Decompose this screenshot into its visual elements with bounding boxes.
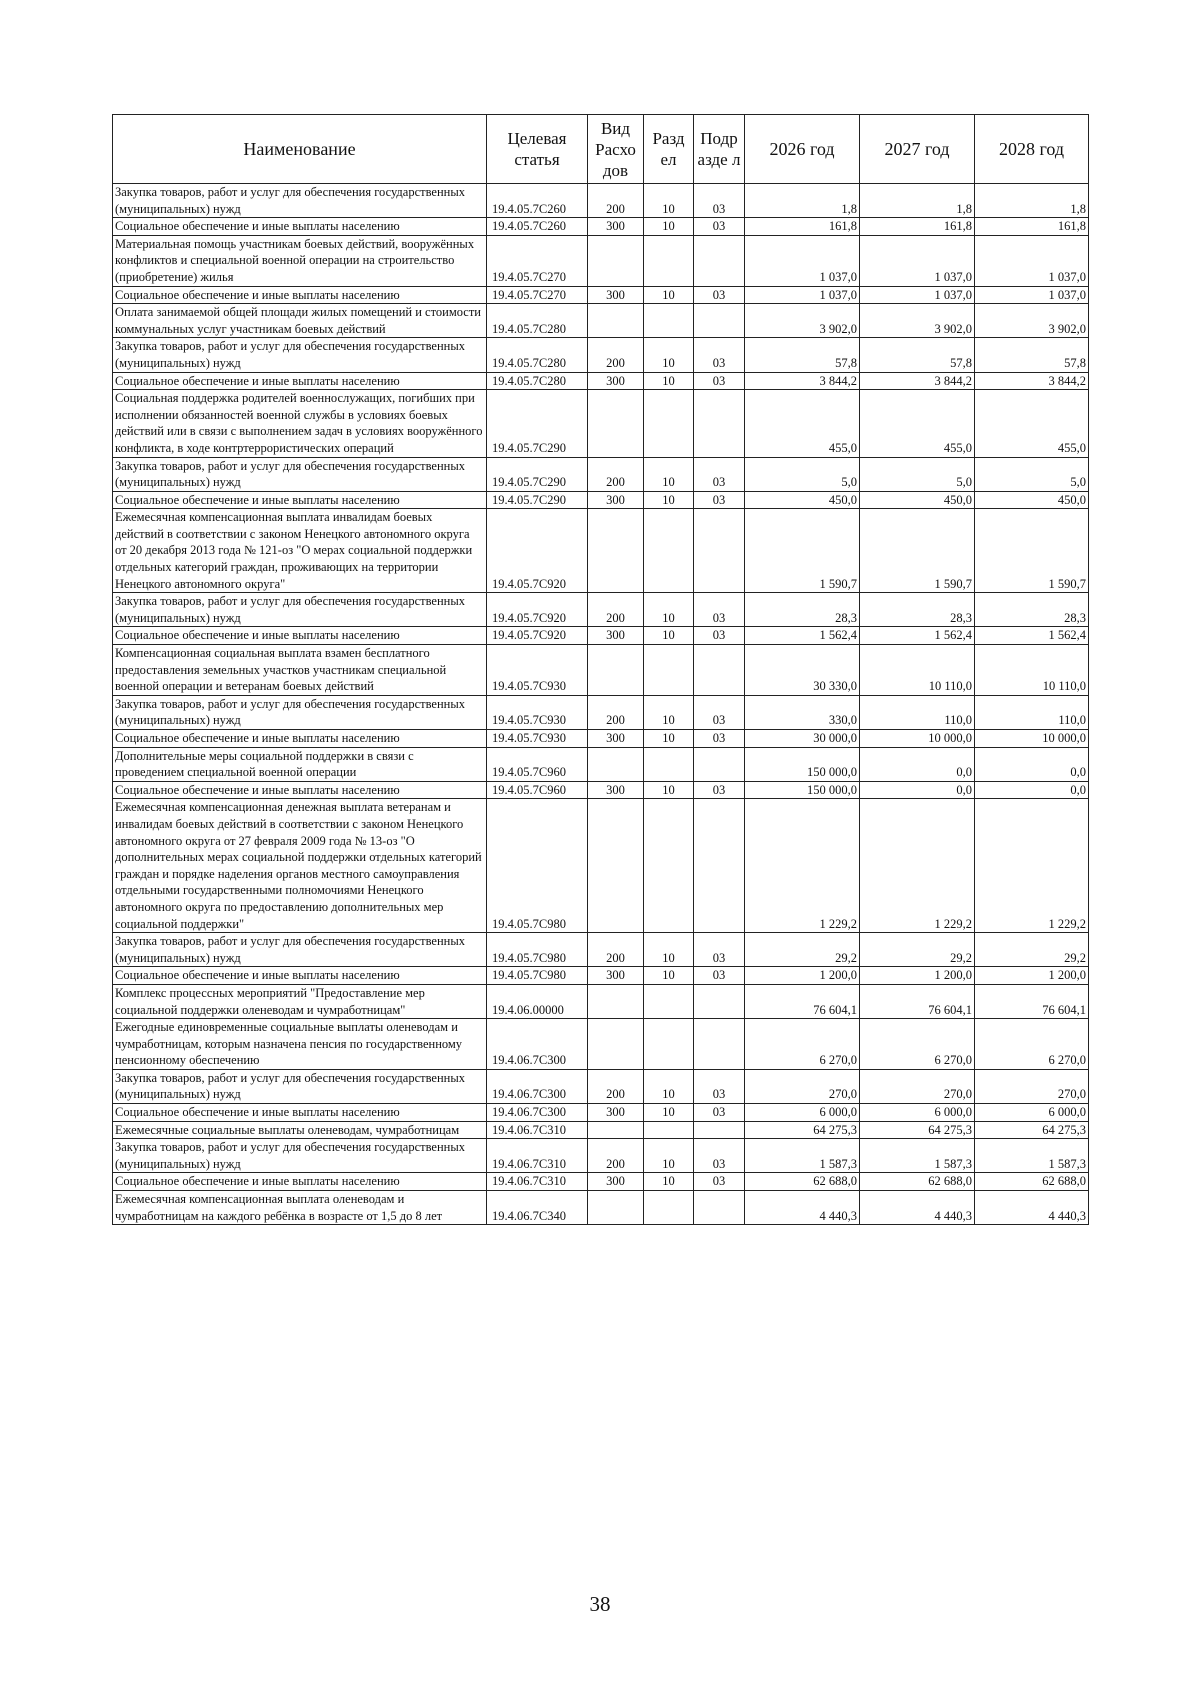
row-name-cell: Социальное обеспечение и иные выплаты населению: [113, 967, 487, 985]
section-cell: 10: [644, 593, 694, 627]
expense-kind-cell: 300: [588, 1173, 644, 1191]
amount-2027-cell: 161,8: [860, 218, 975, 236]
row-name-cell: Ежемесячная компенсационная выплата оленеводам и чумработницам на каждого ребёнка в возрасте от 1,5 до 8 лет: [113, 1191, 487, 1225]
amount-2027-cell: 1 587,3: [860, 1139, 975, 1173]
expense-kind-cell: 300: [588, 1104, 644, 1122]
section-cell: 10: [644, 967, 694, 985]
subsection-cell: 03: [694, 457, 745, 491]
table-row: [113, 235, 1089, 286]
amount-2028-cell: 3 902,0: [975, 304, 1089, 338]
amount-2026-cell: 1 587,3: [745, 1139, 860, 1173]
expense-kind-cell: [588, 509, 644, 593]
row-name-cell: Социальное обеспечение и иные выплаты населению: [113, 491, 487, 509]
table-row: [113, 372, 1089, 390]
target-article-cell: 19.4.06.7С300: [487, 1019, 588, 1070]
amount-2027-cell: 270,0: [860, 1069, 975, 1103]
table-row: [113, 286, 1089, 304]
subsection-cell: [694, 799, 745, 933]
amount-2027-cell: 6 270,0: [860, 1019, 975, 1070]
amount-2027-cell: 1 200,0: [860, 967, 975, 985]
subsection-cell: 03: [694, 627, 745, 645]
target-article-cell: 19.4.05.7С270: [487, 235, 588, 286]
subsection-cell: 03: [694, 218, 745, 236]
amount-2027-cell: 1,8: [860, 184, 975, 218]
section-cell: 10: [644, 457, 694, 491]
amount-2026-cell: 1,8: [745, 184, 860, 218]
target-article-cell: 19.4.05.7С980: [487, 799, 588, 933]
target-article-cell: 19.4.05.7С980: [487, 933, 588, 967]
table-row: [113, 645, 1089, 696]
row-name-cell: Закупка товаров, работ и услуг для обеспечения государственных (муниципальных) нужд: [113, 184, 487, 218]
table-row: [113, 799, 1089, 933]
table-row: [113, 491, 1089, 509]
amount-2028-cell: 0,0: [975, 747, 1089, 781]
section-cell: 10: [644, 781, 694, 799]
target-article-cell: 19.4.05.7С260: [487, 218, 588, 236]
amount-2026-cell: 29,2: [745, 933, 860, 967]
subsection-cell: 03: [694, 967, 745, 985]
target-article-cell: 19.4.06.7С310: [487, 1173, 588, 1191]
row-name-cell: Закупка товаров, работ и услуг для обеспечения государственных (муниципальных) нужд: [113, 338, 487, 372]
table-row: [113, 390, 1089, 457]
subsection-cell: 03: [694, 286, 745, 304]
target-article-cell: 19.4.06.7С300: [487, 1069, 588, 1103]
expense-kind-cell: 300: [588, 372, 644, 390]
section-cell: [644, 1019, 694, 1070]
target-article-cell: 19.4.05.7С920: [487, 593, 588, 627]
header-expense-kind: Вид Расхо дов: [588, 115, 644, 184]
target-article-cell: 19.4.05.7С930: [487, 730, 588, 748]
amount-2026-cell: 28,3: [745, 593, 860, 627]
section-cell: 10: [644, 933, 694, 967]
budget-table: [112, 114, 1089, 1225]
section-cell: 10: [644, 372, 694, 390]
subsection-cell: 03: [694, 781, 745, 799]
expense-kind-cell: [588, 747, 644, 781]
amount-2028-cell: 10 000,0: [975, 730, 1089, 748]
expense-kind-cell: 300: [588, 781, 644, 799]
amount-2026-cell: 1 037,0: [745, 286, 860, 304]
expense-kind-cell: 200: [588, 593, 644, 627]
section-cell: [644, 747, 694, 781]
amount-2028-cell: 29,2: [975, 933, 1089, 967]
amount-2026-cell: 1 229,2: [745, 799, 860, 933]
table-row: [113, 984, 1089, 1018]
table-row: [113, 730, 1089, 748]
amount-2027-cell: 76 604,1: [860, 984, 975, 1018]
expense-kind-cell: 300: [588, 286, 644, 304]
amount-2026-cell: 57,8: [745, 338, 860, 372]
subsection-cell: 03: [694, 1104, 745, 1122]
subsection-cell: [694, 1121, 745, 1139]
table-row: [113, 747, 1089, 781]
row-name-cell: Социальное обеспечение и иные выплаты населению: [113, 781, 487, 799]
table-row: [113, 218, 1089, 236]
amount-2026-cell: 62 688,0: [745, 1173, 860, 1191]
target-article-cell: 19.4.05.7С930: [487, 695, 588, 729]
amount-2027-cell: 1 229,2: [860, 799, 975, 933]
amount-2027-cell: 1 037,0: [860, 235, 975, 286]
amount-2026-cell: 30 000,0: [745, 730, 860, 748]
table-row: [113, 1019, 1089, 1070]
row-name-cell: Ежемесячная компенсационная денежная выплата ветеранам и инвалидам боевых действий в соответствии с законом Ненецкого автономного округа от 27 февраля 2009 года № 13-оз "О дополнительных мерах социальной поддержки отдельных категорий граждан и порядке наделения органов местного самоуправления отдельными государственными полномочиями Ненецкого автономного округа по предоставлению дополнительных мер социальной поддержки": [113, 799, 487, 933]
expense-kind-cell: 200: [588, 184, 644, 218]
amount-2027-cell: 0,0: [860, 747, 975, 781]
subsection-cell: [694, 235, 745, 286]
target-article-cell: 19.4.05.7С930: [487, 645, 588, 696]
target-article-cell: 19.4.05.7С920: [487, 509, 588, 593]
subsection-cell: [694, 984, 745, 1018]
header-year-2026: 2026 год: [745, 115, 860, 184]
subsection-cell: [694, 509, 745, 593]
target-article-cell: 19.4.05.7С280: [487, 304, 588, 338]
amount-2027-cell: 10 110,0: [860, 645, 975, 696]
section-cell: [644, 235, 694, 286]
expense-kind-cell: [588, 1019, 644, 1070]
amount-2026-cell: 330,0: [745, 695, 860, 729]
expense-kind-cell: 200: [588, 338, 644, 372]
amount-2028-cell: 1 200,0: [975, 967, 1089, 985]
budget-table-container: [112, 114, 1088, 1225]
header-target-article: Целевая статья: [487, 115, 588, 184]
row-name-cell: Ежемесячная компенсационная выплата инвалидам боевых действий в соответствии с законом Ненецкого автономного округа от 20 декабря 2013 года № 121-оз "О мерах социальной поддержки отдельных категорий граждан, проживающих на территории Ненецкого автономного округа": [113, 509, 487, 593]
amount-2027-cell: 1 590,7: [860, 509, 975, 593]
subsection-cell: 03: [694, 491, 745, 509]
amount-2028-cell: 6 000,0: [975, 1104, 1089, 1122]
amount-2027-cell: 110,0: [860, 695, 975, 729]
expense-kind-cell: [588, 799, 644, 933]
expense-kind-cell: 300: [588, 967, 644, 985]
table-row: [113, 1069, 1089, 1103]
expense-kind-cell: [588, 235, 644, 286]
amount-2026-cell: 4 440,3: [745, 1191, 860, 1225]
table-row: [113, 1121, 1089, 1139]
target-article-cell: 19.4.05.7С260: [487, 184, 588, 218]
table-row: [113, 509, 1089, 593]
subsection-cell: [694, 747, 745, 781]
section-cell: 10: [644, 218, 694, 236]
table-row: [113, 933, 1089, 967]
amount-2026-cell: 3 902,0: [745, 304, 860, 338]
subsection-cell: 03: [694, 1173, 745, 1191]
table-header-row: [113, 115, 1089, 184]
amount-2028-cell: 1 587,3: [975, 1139, 1089, 1173]
amount-2026-cell: 6 000,0: [745, 1104, 860, 1122]
amount-2027-cell: 450,0: [860, 491, 975, 509]
subsection-cell: 03: [694, 1069, 745, 1103]
expense-kind-cell: 200: [588, 1139, 644, 1173]
amount-2027-cell: 28,3: [860, 593, 975, 627]
amount-2026-cell: 3 844,2: [745, 372, 860, 390]
target-article-cell: 19.4.05.7С280: [487, 372, 588, 390]
section-cell: 10: [644, 695, 694, 729]
header-year-2027: 2027 год: [860, 115, 975, 184]
expense-kind-cell: 200: [588, 933, 644, 967]
target-article-cell: 19.4.05.7С960: [487, 781, 588, 799]
row-name-cell: Комплекс процессных мероприятий "Предоставление мер социальной поддержки оленеводам и чумработницам": [113, 984, 487, 1018]
amount-2028-cell: 1 037,0: [975, 235, 1089, 286]
header-section: Разд ел: [644, 115, 694, 184]
amount-2028-cell: 3 844,2: [975, 372, 1089, 390]
amount-2027-cell: 57,8: [860, 338, 975, 372]
expense-kind-cell: [588, 984, 644, 1018]
amount-2027-cell: 64 275,3: [860, 1121, 975, 1139]
subsection-cell: 03: [694, 593, 745, 627]
table-row: [113, 1173, 1089, 1191]
target-article-cell: 19.4.06.7С300: [487, 1104, 588, 1122]
amount-2028-cell: 1 590,7: [975, 509, 1089, 593]
header-subsection: Подр азде л: [694, 115, 745, 184]
subsection-cell: 03: [694, 338, 745, 372]
target-article-cell: 19.4.05.7С290: [487, 491, 588, 509]
row-name-cell: Социальное обеспечение и иные выплаты населению: [113, 1104, 487, 1122]
subsection-cell: 03: [694, 184, 745, 218]
amount-2028-cell: 62 688,0: [975, 1173, 1089, 1191]
subsection-cell: 03: [694, 1139, 745, 1173]
target-article-cell: 19.4.05.7С270: [487, 286, 588, 304]
section-cell: [644, 1191, 694, 1225]
row-name-cell: Социальное обеспечение и иные выплаты населению: [113, 730, 487, 748]
amount-2028-cell: 4 440,3: [975, 1191, 1089, 1225]
amount-2028-cell: 64 275,3: [975, 1121, 1089, 1139]
amount-2026-cell: 64 275,3: [745, 1121, 860, 1139]
row-name-cell: Социальное обеспечение и иные выплаты населению: [113, 372, 487, 390]
row-name-cell: Закупка товаров, работ и услуг для обеспечения государственных (муниципальных) нужд: [113, 933, 487, 967]
amount-2027-cell: 5,0: [860, 457, 975, 491]
section-cell: [644, 304, 694, 338]
row-name-cell: Социальное обеспечение и иные выплаты населению: [113, 218, 487, 236]
amount-2026-cell: 450,0: [745, 491, 860, 509]
row-name-cell: Закупка товаров, работ и услуг для обеспечения государственных (муниципальных) нужд: [113, 1139, 487, 1173]
amount-2026-cell: 270,0: [745, 1069, 860, 1103]
amount-2027-cell: 0,0: [860, 781, 975, 799]
expense-kind-cell: [588, 304, 644, 338]
expense-kind-cell: [588, 1191, 644, 1225]
subsection-cell: [694, 1191, 745, 1225]
target-article-cell: 19.4.05.7С960: [487, 747, 588, 781]
amount-2028-cell: 0,0: [975, 781, 1089, 799]
section-cell: 10: [644, 627, 694, 645]
amount-2027-cell: 3 844,2: [860, 372, 975, 390]
subsection-cell: [694, 645, 745, 696]
expense-kind-cell: [588, 390, 644, 457]
table-body: [113, 184, 1089, 1225]
subsection-cell: [694, 1019, 745, 1070]
amount-2028-cell: 28,3: [975, 593, 1089, 627]
amount-2028-cell: 1 562,4: [975, 627, 1089, 645]
row-name-cell: Социальная поддержка родителей военнослужащих, погибших при исполнении обязанностей военной службы в условиях боевых действий или в связи с выполнением задач в условиях вооружённого конфликта, в ходе контртеррористических операций: [113, 390, 487, 457]
row-name-cell: Социальное обеспечение и иные выплаты населению: [113, 627, 487, 645]
target-article-cell: 19.4.06.7С310: [487, 1121, 588, 1139]
amount-2026-cell: 76 604,1: [745, 984, 860, 1018]
target-article-cell: 19.4.05.7С980: [487, 967, 588, 985]
target-article-cell: 19.4.06.00000: [487, 984, 588, 1018]
amount-2027-cell: 62 688,0: [860, 1173, 975, 1191]
subsection-cell: 03: [694, 730, 745, 748]
amount-2026-cell: 30 330,0: [745, 645, 860, 696]
amount-2027-cell: 1 037,0: [860, 286, 975, 304]
amount-2028-cell: 161,8: [975, 218, 1089, 236]
amount-2027-cell: 1 562,4: [860, 627, 975, 645]
table-row: [113, 627, 1089, 645]
table-row: [113, 1104, 1089, 1122]
amount-2026-cell: 1 562,4: [745, 627, 860, 645]
amount-2027-cell: 10 000,0: [860, 730, 975, 748]
amount-2028-cell: 57,8: [975, 338, 1089, 372]
section-cell: 10: [644, 338, 694, 372]
table-row: [113, 781, 1089, 799]
table-row: [113, 1139, 1089, 1173]
row-name-cell: Закупка товаров, работ и услуг для обеспечения государственных (муниципальных) нужд: [113, 1069, 487, 1103]
section-cell: 10: [644, 286, 694, 304]
table-row: [113, 593, 1089, 627]
amount-2027-cell: 4 440,3: [860, 1191, 975, 1225]
amount-2026-cell: 5,0: [745, 457, 860, 491]
row-name-cell: Закупка товаров, работ и услуг для обеспечения государственных (муниципальных) нужд: [113, 457, 487, 491]
amount-2028-cell: 1 037,0: [975, 286, 1089, 304]
amount-2028-cell: 76 604,1: [975, 984, 1089, 1018]
row-name-cell: Компенсационная социальная выплата взамен бесплатного предоставления земельных участков участникам специальной военной операции и ветеранам боевых действий: [113, 645, 487, 696]
amount-2028-cell: 5,0: [975, 457, 1089, 491]
amount-2028-cell: 10 110,0: [975, 645, 1089, 696]
expense-kind-cell: [588, 645, 644, 696]
section-cell: 10: [644, 1069, 694, 1103]
amount-2028-cell: 1,8: [975, 184, 1089, 218]
expense-kind-cell: 200: [588, 457, 644, 491]
subsection-cell: 03: [694, 372, 745, 390]
section-cell: [644, 645, 694, 696]
row-name-cell: Закупка товаров, работ и услуг для обеспечения государственных (муниципальных) нужд: [113, 593, 487, 627]
section-cell: 10: [644, 491, 694, 509]
amount-2027-cell: 455,0: [860, 390, 975, 457]
amount-2026-cell: 6 270,0: [745, 1019, 860, 1070]
row-name-cell: Материальная помощь участникам боевых действий, вооружённых конфликтов и специальной военной операции на строительство (приобретение) жилья: [113, 235, 487, 286]
expense-kind-cell: 300: [588, 730, 644, 748]
section-cell: [644, 799, 694, 933]
subsection-cell: 03: [694, 695, 745, 729]
amount-2026-cell: 455,0: [745, 390, 860, 457]
section-cell: 10: [644, 1104, 694, 1122]
target-article-cell: 19.4.06.7С340: [487, 1191, 588, 1225]
row-name-cell: Закупка товаров, работ и услуг для обеспечения государственных (муниципальных) нужд: [113, 695, 487, 729]
section-cell: [644, 1121, 694, 1139]
header-year-2028: 2028 год: [975, 115, 1089, 184]
section-cell: [644, 390, 694, 457]
table-row: [113, 967, 1089, 985]
table-row: [113, 695, 1089, 729]
expense-kind-cell: 200: [588, 1069, 644, 1103]
amount-2027-cell: 29,2: [860, 933, 975, 967]
amount-2028-cell: 450,0: [975, 491, 1089, 509]
table-row: [113, 457, 1089, 491]
amount-2026-cell: 161,8: [745, 218, 860, 236]
amount-2026-cell: 1 037,0: [745, 235, 860, 286]
expense-kind-cell: 200: [588, 695, 644, 729]
section-cell: [644, 509, 694, 593]
amount-2026-cell: 150 000,0: [745, 747, 860, 781]
row-name-cell: Дополнительные меры социальной поддержки в связи с проведением специальной военной операции: [113, 747, 487, 781]
amount-2027-cell: 6 000,0: [860, 1104, 975, 1122]
amount-2028-cell: 455,0: [975, 390, 1089, 457]
row-name-cell: Социальное обеспечение и иные выплаты населению: [113, 286, 487, 304]
section-cell: 10: [644, 184, 694, 218]
amount-2028-cell: 110,0: [975, 695, 1089, 729]
amount-2028-cell: 6 270,0: [975, 1019, 1089, 1070]
amount-2026-cell: 1 200,0: [745, 967, 860, 985]
amount-2028-cell: 1 229,2: [975, 799, 1089, 933]
row-name-cell: Ежегодные единовременные социальные выплаты оленеводам и чумработницам, которым назначена пенсия по государственному пенсионному обеспечению: [113, 1019, 487, 1070]
target-article-cell: 19.4.05.7С280: [487, 338, 588, 372]
section-cell: 10: [644, 1139, 694, 1173]
amount-2026-cell: 1 590,7: [745, 509, 860, 593]
target-article-cell: 19.4.05.7С290: [487, 390, 588, 457]
table-row: [113, 184, 1089, 218]
row-name-cell: Оплата занимаемой общей площади жилых помещений и стоимости коммунальных услуг участникам боевых действий: [113, 304, 487, 338]
subsection-cell: [694, 390, 745, 457]
subsection-cell: [694, 304, 745, 338]
target-article-cell: 19.4.06.7С310: [487, 1139, 588, 1173]
section-cell: 10: [644, 730, 694, 748]
section-cell: 10: [644, 1173, 694, 1191]
expense-kind-cell: [588, 1121, 644, 1139]
table-row: [113, 304, 1089, 338]
table-row: [113, 1191, 1089, 1225]
expense-kind-cell: 300: [588, 491, 644, 509]
amount-2026-cell: 150 000,0: [745, 781, 860, 799]
expense-kind-cell: 300: [588, 218, 644, 236]
header-name: Наименование: [113, 115, 487, 184]
target-article-cell: 19.4.05.7С290: [487, 457, 588, 491]
table-row: [113, 338, 1089, 372]
page-number: 38: [589, 1592, 611, 1616]
row-name-cell: Социальное обеспечение и иные выплаты населению: [113, 1173, 487, 1191]
amount-2028-cell: 270,0: [975, 1069, 1089, 1103]
target-article-cell: 19.4.05.7С920: [487, 627, 588, 645]
expense-kind-cell: 300: [588, 627, 644, 645]
subsection-cell: 03: [694, 933, 745, 967]
amount-2027-cell: 3 902,0: [860, 304, 975, 338]
row-name-cell: Ежемесячные социальные выплаты оленеводам, чумработницам: [113, 1121, 487, 1139]
section-cell: [644, 984, 694, 1018]
